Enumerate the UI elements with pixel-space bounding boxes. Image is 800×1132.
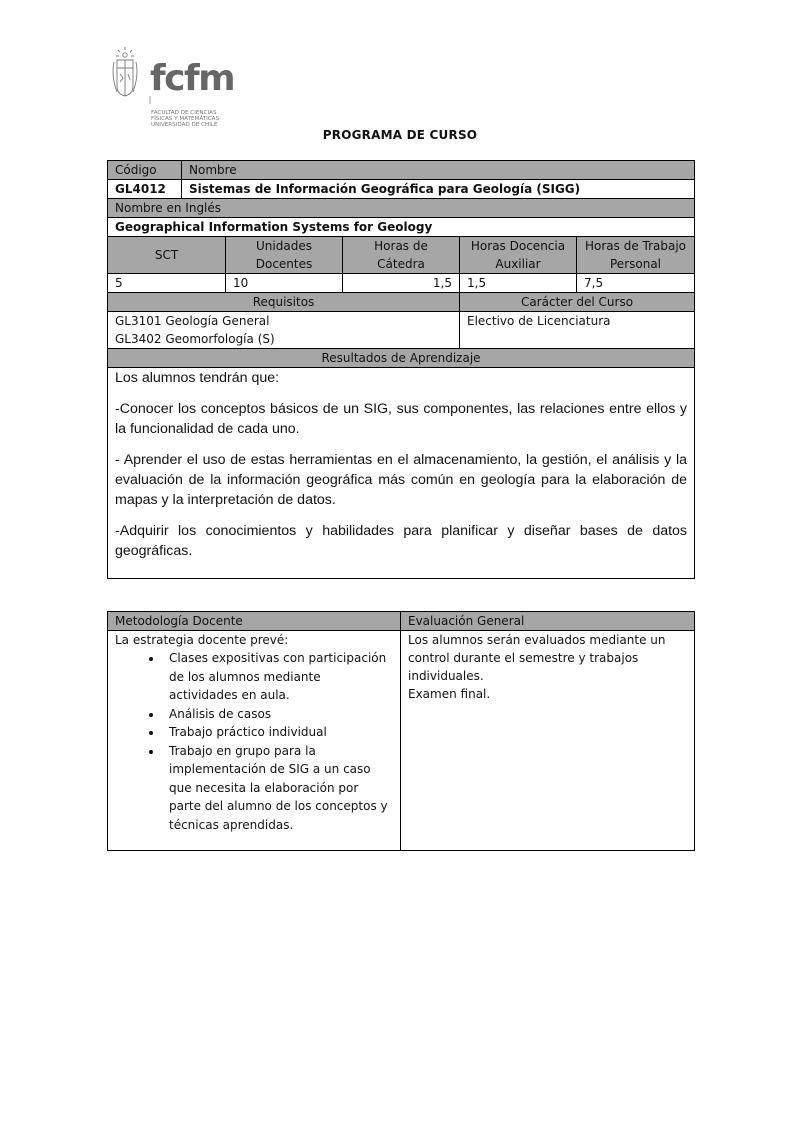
character-label: Carácter del Curso [460, 293, 695, 312]
evaluation-final: Examen final. [408, 687, 491, 701]
horas-auxiliar-header: Horas Docencia Auxiliar [460, 237, 577, 274]
requisites-label: Requisitos [108, 293, 460, 312]
results-intro: Los alumnos tendrán que: [115, 370, 280, 386]
english-name: Geographical Information Systems for Geology [108, 218, 695, 237]
name-label: Nombre [182, 161, 695, 180]
logo-subtext-2: FÍSICAS Y MATEMÁTICAS [151, 116, 220, 122]
course-info-table [107, 160, 695, 579]
evaluation-text: Los alumnos serán evaluados mediante un control durante el semestre y trabajos individuales. [408, 633, 666, 683]
list-item: • Análisis de casos [163, 705, 393, 724]
course-character: Electivo de Licenciatura [460, 312, 695, 349]
code-label: Código [108, 161, 182, 180]
evaluation-label: Evaluación General [401, 612, 695, 631]
course-code: GL4012 [108, 180, 182, 199]
methodology-list [115, 649, 393, 834]
horas-catedra-value: 1,5 [343, 274, 460, 293]
requisite-item: GL3402 Geomorfología (S) [115, 332, 275, 346]
logo-subtext-3: UNIVERSIDAD DE CHILE [151, 122, 218, 128]
fcfm-logo [112, 46, 242, 132]
result-item: - Aprender el uso de estas herramientas en el almacenamiento, la gestión, el análisis y la evaluación de la información geográfica más común en geología para la elaboración de mapas y la interpretación de datos. [115, 452, 688, 508]
logo-wordmark: fcfm [150, 58, 235, 99]
methodology-label: Metodología Docente [108, 612, 401, 631]
sct-value: 5 [108, 274, 226, 293]
learning-results [108, 368, 695, 579]
page-title: PROGRAMA DE CURSO [322, 128, 478, 142]
english-name-label: Nombre en Inglés [108, 199, 695, 218]
methodology-intro: La estrategia docente prevé: [115, 633, 289, 647]
unidades-docentes-value: 10 [226, 274, 343, 293]
list-item: • Trabajo práctico individual [163, 723, 393, 742]
horas-personal-value: 7,5 [577, 274, 695, 293]
methodology-evaluation-table [107, 611, 695, 851]
methodology-content [108, 631, 401, 851]
results-label: Resultados de Aprendizaje [108, 349, 695, 368]
logo-subtext-1: FACULTAD DE CIENCIAS [151, 110, 217, 116]
course-name: Sistemas de Información Geográfica para Geología (SIGG) [182, 180, 695, 199]
evaluation-content [401, 631, 695, 851]
horas-auxiliar-value: 1,5 [460, 274, 577, 293]
horas-personal-header: Horas de Trabajo Personal [577, 237, 695, 274]
university-seal-icon [113, 47, 137, 96]
result-item: -Conocer los conceptos básicos de un SIG, sus componentes, las relaciones entre ellos y la funcionalidad de cada uno. [115, 401, 688, 437]
result-item: -Adquirir los conocimientos y habilidades para planificar y diseñar bases de datos geográficas. [115, 523, 688, 559]
sct-header: SCT [108, 237, 226, 274]
horas-catedra-header: Horas de Cátedra [343, 237, 460, 274]
unidades-docentes-header: Unidades Docentes [226, 237, 343, 274]
requisites-list [108, 312, 460, 349]
list-item: • Clases expositivas con participación de los alumnos mediante actividades en aula. [163, 649, 393, 705]
requisite-item: GL3101 Geología General [115, 314, 270, 328]
list-item: • Trabajo en grupo para la implementación de SIG a un caso que necesita la elaboración por parte del alumno de los conceptos y técnicas aprendidas. [163, 742, 393, 835]
